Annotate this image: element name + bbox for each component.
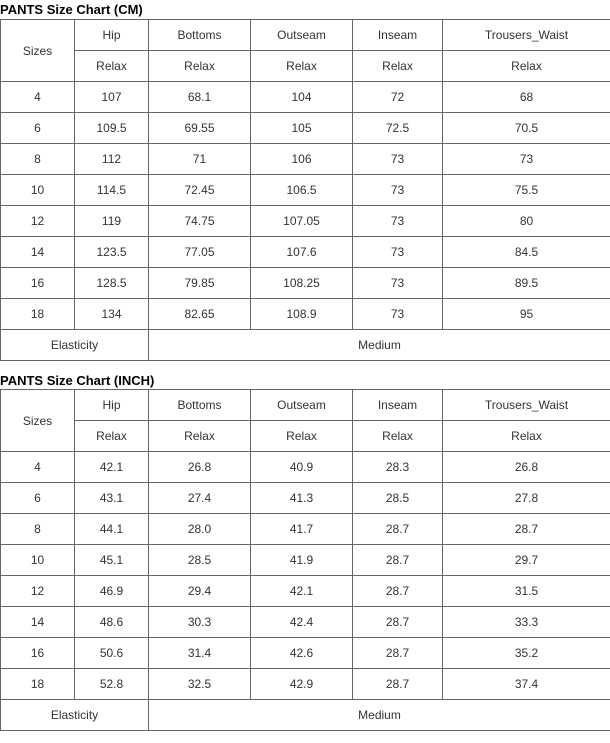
bottoms-cell: 79.85 bbox=[149, 268, 251, 299]
fit-row bbox=[1, 421, 610, 452]
hip-cell: 50.6 bbox=[75, 638, 149, 669]
bottoms-cell: 29.4 bbox=[149, 576, 251, 607]
fit-cell: Relax bbox=[353, 421, 443, 452]
cm-table-body bbox=[1, 82, 610, 330]
size-cell: 4 bbox=[1, 82, 75, 113]
fit-cell: Relax bbox=[443, 51, 610, 82]
bottoms-cell: 31.4 bbox=[149, 638, 251, 669]
inseam-cell: 28.7 bbox=[353, 545, 443, 576]
table-row bbox=[1, 607, 610, 638]
hip-cell: 107 bbox=[75, 82, 149, 113]
fit-cell: Relax bbox=[251, 421, 353, 452]
inch-table-body bbox=[1, 452, 610, 700]
outseam-cell: 42.6 bbox=[251, 638, 353, 669]
table-header-row bbox=[1, 390, 610, 421]
hip-cell: 112 bbox=[75, 144, 149, 175]
trousers-waist-cell: 31.5 bbox=[443, 576, 610, 607]
inseam-cell: 28.7 bbox=[353, 576, 443, 607]
trousers-waist-cell: 27.8 bbox=[443, 483, 610, 514]
size-cell: 4 bbox=[1, 452, 75, 483]
cm-chart-title: PANTS Size Chart (CM) bbox=[0, 2, 143, 17]
inseam-cell: 28.7 bbox=[353, 514, 443, 545]
table-row bbox=[1, 206, 610, 237]
outseam-cell: 108.9 bbox=[251, 299, 353, 330]
trousers-waist-cell: 28.7 bbox=[443, 514, 610, 545]
trousers-waist-cell: 33.3 bbox=[443, 607, 610, 638]
table-row bbox=[1, 144, 610, 175]
elasticity-value: Medium bbox=[149, 700, 610, 731]
size-cell: 14 bbox=[1, 607, 75, 638]
table-row bbox=[1, 669, 610, 700]
fit-cell: Relax bbox=[251, 51, 353, 82]
inseam-cell: 72 bbox=[353, 82, 443, 113]
trousers-waist-cell: 29.7 bbox=[443, 545, 610, 576]
trousers-waist-cell: 84.5 bbox=[443, 237, 610, 268]
bottoms-cell: 28.0 bbox=[149, 514, 251, 545]
outseam-cell: 42.9 bbox=[251, 669, 353, 700]
sizes-header: Sizes bbox=[1, 20, 75, 82]
elasticity-value: Medium bbox=[149, 330, 610, 361]
outseam-cell: 41.9 bbox=[251, 545, 353, 576]
table-row bbox=[1, 237, 610, 268]
size-cell: 12 bbox=[1, 576, 75, 607]
table-row bbox=[1, 452, 610, 483]
bottoms-cell: 30.3 bbox=[149, 607, 251, 638]
bottoms-cell: 69.55 bbox=[149, 113, 251, 144]
inseam-cell: 73 bbox=[353, 268, 443, 299]
bottoms-cell: 28.5 bbox=[149, 545, 251, 576]
trousers-waist-cell: 68 bbox=[443, 82, 610, 113]
trousers-waist-cell: 35.2 bbox=[443, 638, 610, 669]
size-cell: 16 bbox=[1, 268, 75, 299]
table-row bbox=[1, 82, 610, 113]
bottoms-cell: 27.4 bbox=[149, 483, 251, 514]
outseam-cell: 40.9 bbox=[251, 452, 353, 483]
inseam-cell: 28.7 bbox=[353, 669, 443, 700]
hip-cell: 45.1 bbox=[75, 545, 149, 576]
cm-size-table bbox=[0, 19, 610, 361]
hip-cell: 128.5 bbox=[75, 268, 149, 299]
trousers-waist-cell: 26.8 bbox=[443, 452, 610, 483]
hip-cell: 48.6 bbox=[75, 607, 149, 638]
trousers-waist-cell: 80 bbox=[443, 206, 610, 237]
elasticity-label: Elasticity bbox=[1, 330, 149, 361]
trousers-waist-cell: 37.4 bbox=[443, 669, 610, 700]
column-header-hip: Hip bbox=[75, 20, 149, 51]
inch-size-table bbox=[0, 389, 610, 731]
size-cell: 6 bbox=[1, 113, 75, 144]
inseam-cell: 73 bbox=[353, 206, 443, 237]
trousers-waist-cell: 70.5 bbox=[443, 113, 610, 144]
trousers-waist-cell: 73 bbox=[443, 144, 610, 175]
inseam-cell: 28.7 bbox=[353, 607, 443, 638]
elasticity-row bbox=[1, 330, 610, 361]
size-cell: 14 bbox=[1, 237, 75, 268]
size-cell: 8 bbox=[1, 144, 75, 175]
outseam-cell: 104 bbox=[251, 82, 353, 113]
size-cell: 10 bbox=[1, 545, 75, 576]
table-row bbox=[1, 638, 610, 669]
bottoms-cell: 77.05 bbox=[149, 237, 251, 268]
hip-cell: 109.5 bbox=[75, 113, 149, 144]
size-cell: 10 bbox=[1, 175, 75, 206]
fit-row bbox=[1, 51, 610, 82]
bottoms-cell: 68.1 bbox=[149, 82, 251, 113]
hip-cell: 46.9 bbox=[75, 576, 149, 607]
column-header-trousers-waist: Trousers_Waist bbox=[443, 20, 610, 51]
inseam-cell: 73 bbox=[353, 299, 443, 330]
bottoms-cell: 74.75 bbox=[149, 206, 251, 237]
inseam-cell: 73 bbox=[353, 144, 443, 175]
outseam-cell: 107.05 bbox=[251, 206, 353, 237]
table-row bbox=[1, 113, 610, 144]
bottoms-cell: 82.65 bbox=[149, 299, 251, 330]
column-header-hip: Hip bbox=[75, 390, 149, 421]
hip-cell: 42.1 bbox=[75, 452, 149, 483]
bottoms-cell: 71 bbox=[149, 144, 251, 175]
column-header-bottoms: Bottoms bbox=[149, 390, 251, 421]
hip-cell: 44.1 bbox=[75, 514, 149, 545]
outseam-cell: 108.25 bbox=[251, 268, 353, 299]
fit-cell: Relax bbox=[353, 51, 443, 82]
trousers-waist-cell: 89.5 bbox=[443, 268, 610, 299]
size-cell: 6 bbox=[1, 483, 75, 514]
elasticity-row bbox=[1, 700, 610, 731]
inseam-cell: 28.5 bbox=[353, 483, 443, 514]
outseam-cell: 42.4 bbox=[251, 607, 353, 638]
hip-cell: 43.1 bbox=[75, 483, 149, 514]
table-row bbox=[1, 514, 610, 545]
fit-cell: Relax bbox=[75, 421, 149, 452]
size-cell: 18 bbox=[1, 299, 75, 330]
column-header-outseam: Outseam bbox=[251, 20, 353, 51]
bottoms-cell: 72.45 bbox=[149, 175, 251, 206]
table-header-row bbox=[1, 20, 610, 51]
column-header-bottoms: Bottoms bbox=[149, 20, 251, 51]
bottoms-cell: 26.8 bbox=[149, 452, 251, 483]
trousers-waist-cell: 75.5 bbox=[443, 175, 610, 206]
hip-cell: 119 bbox=[75, 206, 149, 237]
table-row bbox=[1, 268, 610, 299]
hip-cell: 123.5 bbox=[75, 237, 149, 268]
size-cell: 12 bbox=[1, 206, 75, 237]
column-header-inseam: Inseam bbox=[353, 20, 443, 51]
size-cell: 18 bbox=[1, 669, 75, 700]
bottoms-cell: 32.5 bbox=[149, 669, 251, 700]
outseam-cell: 107.6 bbox=[251, 237, 353, 268]
fit-cell: Relax bbox=[149, 421, 251, 452]
trousers-waist-cell: 95 bbox=[443, 299, 610, 330]
elasticity-label: Elasticity bbox=[1, 700, 149, 731]
inseam-cell: 28.3 bbox=[353, 452, 443, 483]
inseam-cell: 72.5 bbox=[353, 113, 443, 144]
table-row bbox=[1, 175, 610, 206]
size-cell: 8 bbox=[1, 514, 75, 545]
hip-cell: 52.8 bbox=[75, 669, 149, 700]
column-header-inseam: Inseam bbox=[353, 390, 443, 421]
fit-cell: Relax bbox=[75, 51, 149, 82]
table-row bbox=[1, 483, 610, 514]
outseam-cell: 42.1 bbox=[251, 576, 353, 607]
outseam-cell: 106.5 bbox=[251, 175, 353, 206]
fit-cell: Relax bbox=[149, 51, 251, 82]
column-header-outseam: Outseam bbox=[251, 390, 353, 421]
fit-cell: Relax bbox=[443, 421, 610, 452]
hip-cell: 114.5 bbox=[75, 175, 149, 206]
inseam-cell: 73 bbox=[353, 237, 443, 268]
size-cell: 16 bbox=[1, 638, 75, 669]
outseam-cell: 106 bbox=[251, 144, 353, 175]
outseam-cell: 41.3 bbox=[251, 483, 353, 514]
inseam-cell: 28.7 bbox=[353, 638, 443, 669]
outseam-cell: 41.7 bbox=[251, 514, 353, 545]
table-row bbox=[1, 576, 610, 607]
column-header-trousers-waist: Trousers_Waist bbox=[443, 390, 610, 421]
hip-cell: 134 bbox=[75, 299, 149, 330]
inch-chart-title: PANTS Size Chart (INCH) bbox=[0, 373, 155, 388]
table-row bbox=[1, 299, 610, 330]
inseam-cell: 73 bbox=[353, 175, 443, 206]
sizes-header: Sizes bbox=[1, 390, 75, 452]
outseam-cell: 105 bbox=[251, 113, 353, 144]
table-row bbox=[1, 545, 610, 576]
